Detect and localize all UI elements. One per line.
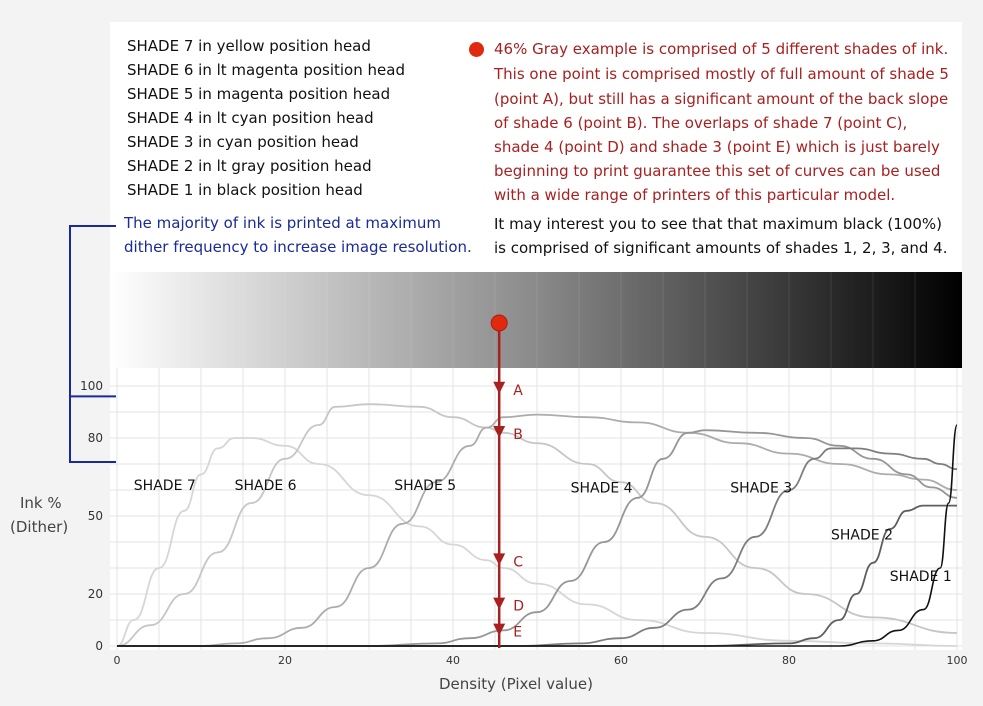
point-label-b: B bbox=[513, 427, 523, 443]
note-red-line7: with a wide range of printers of this particular model. bbox=[494, 186, 896, 204]
x-tick-label: 20 bbox=[278, 654, 292, 667]
point-label-c: C bbox=[513, 554, 523, 571]
series-label-shade-6: SHADE 6 bbox=[234, 478, 297, 494]
series-label-shade-3: SHADE 3 bbox=[730, 480, 793, 497]
x-tick-label: 40 bbox=[446, 654, 460, 667]
legend-line-shade6: SHADE 6 in lt magenta position head bbox=[127, 61, 405, 79]
note-red-bullet-icon bbox=[469, 42, 484, 57]
y-axis-label-line2: (Dither) bbox=[10, 518, 69, 536]
y-axis-label-line1: Ink % bbox=[20, 494, 62, 512]
point-label-d: D bbox=[513, 598, 524, 615]
note-red-line1: 46% Gray example is comprised of 5 different shades of ink. bbox=[494, 40, 949, 58]
note-red-line6: beginning to print guarantee this set of curves can be used bbox=[494, 162, 941, 180]
note-black-line1: It may interest you to see that that maximum black (100%) bbox=[494, 215, 943, 233]
x-axis-label: Density (Pixel value) bbox=[439, 675, 593, 693]
series-label-shade-5: SHADE 5 bbox=[394, 478, 457, 494]
x-tick-label: 60 bbox=[614, 654, 628, 667]
y-tick-label: 80 bbox=[87, 431, 103, 445]
y-tick-label: 50 bbox=[87, 509, 103, 523]
series-label-shade-7: SHADE 7 bbox=[133, 478, 196, 494]
x-tick-label: 0 bbox=[113, 654, 121, 667]
series-label-shade-2: SHADE 2 bbox=[831, 527, 893, 544]
note-blue-line1: The majority of ink is printed at maximum bbox=[124, 214, 441, 232]
note-blue-line2: dither frequency to increase image resolution. bbox=[124, 238, 472, 256]
legend-line-shade2: SHADE 2 in lt gray position head bbox=[127, 157, 372, 175]
y-tick-label: 20 bbox=[87, 587, 103, 601]
y-tick-label: 0 bbox=[95, 639, 103, 653]
x-tick-label: 100 bbox=[946, 654, 968, 667]
series-label-shade-4: SHADE 4 bbox=[570, 480, 633, 497]
marker-dot bbox=[491, 315, 507, 331]
note-red-line3: (point A), but still has a significant amount of the back slope bbox=[494, 90, 949, 108]
point-label-e: E bbox=[513, 624, 523, 641]
note-red-line4: of shade 6 (point B). The overlaps of shade 7 (point C), bbox=[494, 114, 908, 132]
legend-line-shade7: SHADE 7 in yellow position head bbox=[127, 37, 371, 55]
note-black-line2: is comprised of significant amounts of shades 1, 2, 3, and 4. bbox=[494, 239, 948, 257]
note-red-line2: This one point is comprised mostly of full amount of shade 5 bbox=[494, 65, 949, 83]
plot-area bbox=[110, 368, 962, 650]
legend-line-shade4: SHADE 4 in lt cyan position head bbox=[127, 109, 374, 127]
x-tick-label: 80 bbox=[782, 654, 796, 667]
legend-line-shade5: SHADE 5 in magenta position head bbox=[127, 85, 391, 103]
series-label-shade-1: SHADE 1 bbox=[889, 569, 952, 585]
legend-line-shade1: SHADE 1 in black position head bbox=[127, 181, 363, 199]
gradient-strip bbox=[110, 272, 962, 368]
legend-line-shade3: SHADE 3 in cyan position head bbox=[127, 133, 359, 151]
point-label-a: A bbox=[513, 382, 523, 399]
majority-bracket bbox=[70, 226, 116, 462]
y-tick-label: 100 bbox=[80, 379, 103, 393]
note-red-line5: shade 4 (point D) and shade 3 (point E) which is just barely bbox=[494, 138, 940, 156]
